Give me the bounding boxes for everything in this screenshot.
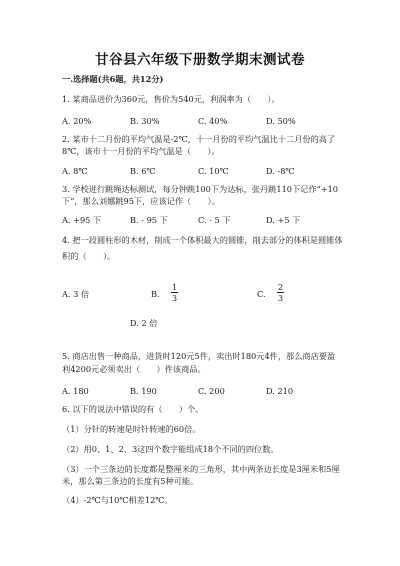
question-2-text-line-2: 8℃，该市十一月份的平均气温是（ ）。 bbox=[62, 146, 220, 156]
question-2-option-d: D. -8℃ bbox=[266, 166, 295, 176]
question-5-option-c: C. 200 bbox=[198, 386, 225, 396]
question-2-text-line-1: 2. 某市十二月份的平均气温是-2℃，十一月份的平均气温比十二月份的高了 bbox=[62, 134, 336, 144]
question-5-text-line-2: 利4200元必须卖出（ ）件该商品。 bbox=[62, 364, 206, 374]
question-5-option-d: D. 210 bbox=[266, 386, 294, 396]
question-4-option-c: C. bbox=[257, 289, 266, 299]
question-4-fraction-b bbox=[171, 282, 178, 303]
page-title: 甘谷县六年级下册数学期末测试卷 bbox=[95, 52, 305, 68]
question-2-option-a: A. 8℃ bbox=[62, 166, 88, 176]
question-3-option-a: A. +95 下 bbox=[62, 215, 102, 225]
question-6-statement-4: （4）-2℃与10℃相差12℃。 bbox=[62, 495, 173, 505]
question-3-option-d: D. +5 下 bbox=[266, 215, 301, 225]
question-3-option-c: C. - 5 下 bbox=[198, 215, 231, 225]
question-6-statement-2: （2）用0、1、2、3这四个数字能组成18个不同的四位数。 bbox=[62, 444, 279, 454]
question-4-option-b: B. bbox=[151, 289, 160, 299]
question-5-option-a: A. 180 bbox=[62, 386, 89, 396]
fraction-b-denominator: 3 bbox=[171, 293, 178, 303]
question-1-option-c: C. 40% bbox=[198, 116, 228, 126]
section-heading: 一.选择题(共6题，共12分) bbox=[62, 74, 164, 84]
question-6-statement-3-line-2: 米，那么第三条边的长度有5种可能。 bbox=[62, 476, 199, 486]
question-1-option-d: D. 50% bbox=[266, 116, 296, 126]
question-3-text-line-1: 3. 学校进行跳绳达标测试，每分钟跳100下为达标，张丹跳110下记作“+10 bbox=[62, 184, 339, 194]
question-2-option-c: C. 10℃ bbox=[198, 166, 229, 176]
question-4-text-line-2: 积的（ ）。 bbox=[62, 251, 116, 261]
question-6-text: 6. 以下的说法中错误的有（ ）个。 bbox=[62, 404, 204, 414]
question-2-option-b: B. 6℃ bbox=[130, 166, 156, 176]
question-3-text-line-2: 下”，那么刘娜跳95下，应该记作（ ）。 bbox=[62, 196, 220, 206]
question-4-option-d: D. 2 倍 bbox=[130, 318, 158, 328]
question-1-option-b: B. 30% bbox=[130, 116, 160, 126]
question-4-fraction-c bbox=[277, 282, 284, 303]
fraction-b-numerator: 1 bbox=[171, 282, 178, 292]
question-6-statement-3-line-1: （3）一个三条边的长度都是整厘米的三角形，其中两条边长度是3厘米和5厘 bbox=[62, 464, 340, 474]
question-6-statement-1: （1）分针的转速是时针转速的60倍。 bbox=[62, 424, 201, 434]
question-1-text: 1. 某商品进价为360元，售价为540元，利润率为（ ）。 bbox=[62, 94, 280, 104]
question-5-option-b: B. 190 bbox=[130, 386, 157, 396]
fraction-c-denominator: 3 bbox=[277, 293, 284, 303]
question-5-text-line-1: 5. 商店出售一种商品，进货时120元5件，卖出时180元4件，那么商店要盈 bbox=[62, 351, 336, 361]
question-4-option-a: A. 3 倍 bbox=[62, 289, 90, 299]
question-3-option-b: B. - 95 下 bbox=[130, 215, 168, 225]
fraction-c-numerator: 2 bbox=[277, 282, 284, 292]
question-1-option-a: A. 20% bbox=[62, 116, 92, 126]
question-4-text-line-1: 4. 把一段圆柱形的木材，削成一个体积最大的圆锥，削去部分的体积是圆锥体 bbox=[62, 235, 343, 245]
